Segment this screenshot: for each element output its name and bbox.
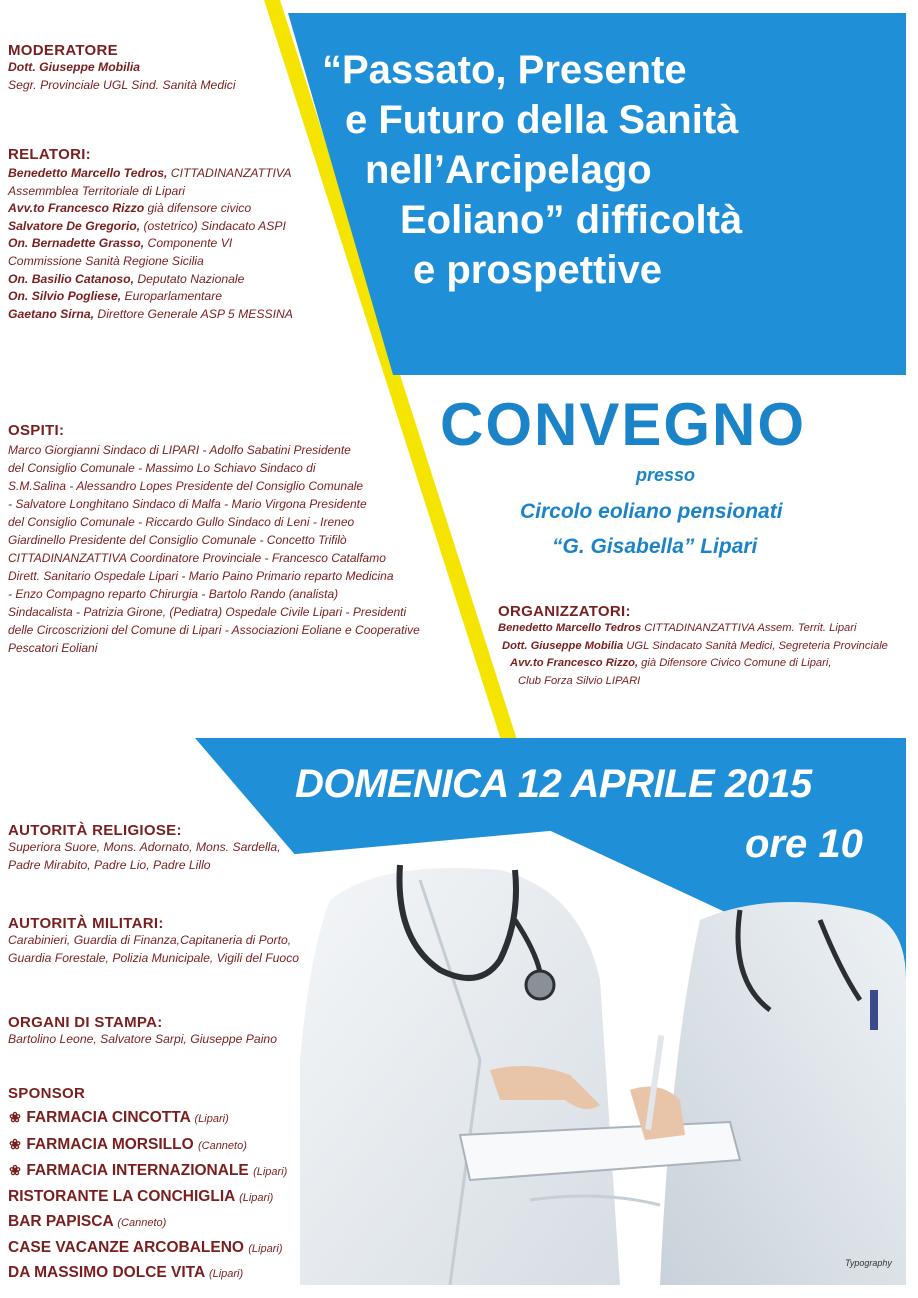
person-name: Avv.to Francesco Rizzo,: [510, 657, 639, 670]
section-line: delle Circoscrizioni del Comune di Lipari - Associazioni Eoliane e Cooperative: [8, 623, 420, 637]
section-line: CITTADINANZATTIVA Coordinatore Provinciale - Francesco Catalfamo: [8, 551, 386, 565]
sponsor-item: [8, 1261, 368, 1287]
moderatore-heading: MODERATORE: [8, 42, 118, 59]
person-name: On. Bernadette Grasso,: [8, 236, 145, 251]
sponsor-place: (Lipari): [248, 1242, 283, 1255]
flower-icon: ❀: [9, 1135, 21, 1152]
moderatore-section: [8, 42, 448, 94]
sponsor-name: DA MASSIMO DOLCE VITA: [8, 1264, 205, 1281]
sponsor-item: [8, 1236, 368, 1262]
venue-line2: “G. Gisabella” Lipari: [552, 535, 758, 558]
person-role: UGL Sindacato Sanità Medici, Segreteria Provinciale: [623, 639, 888, 652]
sponsor-place: (Lipari): [208, 1268, 244, 1280]
person-role: Commissione Sanità Regione Sicilia: [8, 253, 204, 268]
sponsor-item: [8, 1132, 368, 1159]
sponsor-section: [8, 1083, 368, 1287]
person-name: Avv.to Francesco Rizzo: [8, 201, 145, 216]
person-role: Componente VI: [144, 236, 233, 251]
venue-line1: Circolo eoliano pensionati: [520, 500, 783, 523]
person-role: Direttore Generale ASP 5 MESSINA: [94, 306, 293, 321]
sponsor-place: (Canneto): [117, 1217, 167, 1229]
sponsor-name: CASE VACANZE ARCOBALENO: [8, 1238, 244, 1256]
autorita-religiose-line: Padre Mirabito, Padre Lio, Padre Lillo: [8, 857, 211, 872]
relatori-heading: RELATORI:: [8, 146, 91, 163]
sponsor-name: BAR PAPISCA: [8, 1213, 114, 1230]
ospiti-heading: OSPITI:: [8, 422, 65, 439]
section-line: [8, 200, 448, 218]
sponsor-place: (Lipari): [253, 1166, 288, 1178]
section-line: [8, 183, 448, 201]
title-line: e Futuro della Sanità: [345, 98, 739, 142]
section-line: [510, 655, 908, 673]
organi-stampa-line: Bartolino Leone, Salvatore Sarpi, Giuseppe Paino: [8, 1032, 277, 1046]
section-line: [498, 620, 908, 638]
convegno-heading: CONVEGNO: [440, 391, 807, 458]
autorita-militari-section: [8, 915, 308, 967]
person-role: CITTADINANZATTIVA: [167, 166, 292, 180]
section-line: del Consiglio Comunale - Massimo Lo Schiavo Sindaco di: [8, 461, 316, 475]
section-line: [8, 271, 448, 289]
sponsor-item: [8, 1185, 368, 1211]
event-date: DOMENICA 12 APRILE 2015: [295, 762, 812, 806]
sponsor-item: [8, 1210, 368, 1236]
person-role: Europarlamentare: [121, 289, 223, 304]
section-line: S.M.Salina - Alessandro Lopes Presidente del Consiglio Comunale: [8, 479, 364, 493]
person-role: Deputato Nazionale: [133, 271, 245, 286]
moderatore-role: Segr. Provinciale UGL Sind. Sanità Medici: [8, 77, 236, 92]
person-role: già Difensore Civico Comune di Lipari,: [638, 657, 832, 670]
person-role: (ostetrico) Sindacato ASPI: [140, 218, 286, 233]
section-line: Giardinello Presidente del Consiglio Comunale - Concetto Trifilò: [8, 533, 347, 547]
title-line: e prospettive: [413, 248, 662, 292]
person-role: già difensore civico: [144, 201, 252, 216]
person-role: Club Forza Silvio LIPARI: [518, 674, 641, 687]
organizzatori-heading: ORGANIZZATORI:: [498, 603, 631, 620]
doctors-photo: [300, 860, 906, 1285]
section-line: [502, 638, 908, 656]
sponsor-name: FARMACIA CINCOTTA: [26, 1109, 191, 1126]
moderatore-name: Dott. Giuseppe Mobilia: [8, 60, 141, 74]
section-line: [8, 306, 448, 324]
flower-icon: ❀: [9, 1109, 21, 1125]
section-line: [518, 673, 908, 691]
title-line: nell’Arcipelago: [365, 148, 652, 192]
person-name: On. Silvio Pogliese,: [8, 289, 122, 304]
section-line: - Salvatore Longhitano Sindaco di Malfa - Mario Virgona Presidente: [8, 497, 367, 511]
autorita-militari-line: Guardia Forestale, Polizia Municipale, Vigili del Fuoco: [8, 950, 300, 965]
person-name: Gaetano Sirna,: [8, 306, 95, 321]
autorita-militari-heading: AUTORITÀ MILITARI:: [8, 915, 164, 932]
sponsor-place: (Canneto): [197, 1139, 247, 1152]
autorita-religiose-line: Superiora Suore, Mons. Adornato, Mons. Sardella,: [8, 840, 281, 854]
sponsor-item: [8, 1105, 368, 1132]
section-line: [8, 218, 448, 236]
relatori-section: [8, 146, 448, 323]
section-line: [8, 288, 448, 306]
organi-stampa-section: [8, 1014, 308, 1049]
sponsor-item: [8, 1158, 368, 1185]
section-line: Pescatori Eoliani: [8, 641, 98, 655]
autorita-religiose-section: [8, 822, 308, 874]
section-line: Dirett. Sanitario Ospedale Lipari - Mario Paino Primario reparto Medicina: [8, 569, 394, 583]
sponsor-name: FARMACIA INTERNAZIONALE: [26, 1162, 249, 1179]
section-line: Sindacalista - Patrizia Girone, (Pediatra) Ospedale Civile Lipari - Presidenti: [8, 605, 407, 619]
event-time: ore 10: [745, 822, 863, 866]
organi-stampa-heading: ORGANI DI STAMPA:: [8, 1014, 163, 1031]
section-line: [8, 165, 448, 183]
autorita-militari-line: Carabinieri, Guardia di Finanza,Capitaneria di Porto,: [8, 933, 292, 947]
section-line: del Consiglio Comunale - Riccardo Gullo Sindaco di Leni - Ireneo: [8, 515, 355, 529]
section-line: Marco Giorgianni Sindaco di LIPARI - Adolfo Sabatini Presidente: [8, 443, 351, 457]
person-name: Dott. Giuseppe Mobilia: [502, 639, 624, 652]
sponsor-place: (Lipari): [194, 1113, 229, 1125]
sponsor-name: RISTORANTE LA CONCHIGLIA: [8, 1187, 235, 1205]
sponsor-place: (Lipari): [239, 1191, 274, 1204]
person-role: Assemmblea Territoriale di Lipari: [8, 183, 186, 198]
presso-label: presso: [636, 465, 696, 485]
typography-watermark: Typography: [845, 1258, 892, 1268]
section-line: [8, 235, 448, 253]
title-line: Eoliano” difficoltà: [400, 198, 743, 242]
person-name: On. Basilio Catanoso,: [8, 271, 134, 286]
autorita-religiose-heading: AUTORITÀ RELIGIOSE:: [8, 822, 182, 839]
person-role: CITTADINANZATTIVA Assem. Territ. Lipari: [641, 622, 857, 634]
title-line: “Passato, Presente: [322, 48, 687, 92]
section-line: - Enzo Compagno reparto Chirurgia - Bartolo Rando (analista): [8, 587, 339, 601]
ospiti-section: [8, 422, 498, 657]
section-line: [8, 253, 448, 271]
sponsor-name: FARMACIA MORSILLO: [26, 1135, 194, 1153]
person-name: Benedetto Marcello Tedros,: [8, 166, 168, 180]
sponsor-heading: SPONSOR: [8, 1085, 86, 1102]
person-name: Benedetto Marcello Tedros: [498, 622, 642, 634]
organizzatori-section: [498, 603, 908, 690]
flower-icon: ❀: [9, 1162, 21, 1178]
person-name: Salvatore De Gregorio,: [8, 218, 141, 233]
